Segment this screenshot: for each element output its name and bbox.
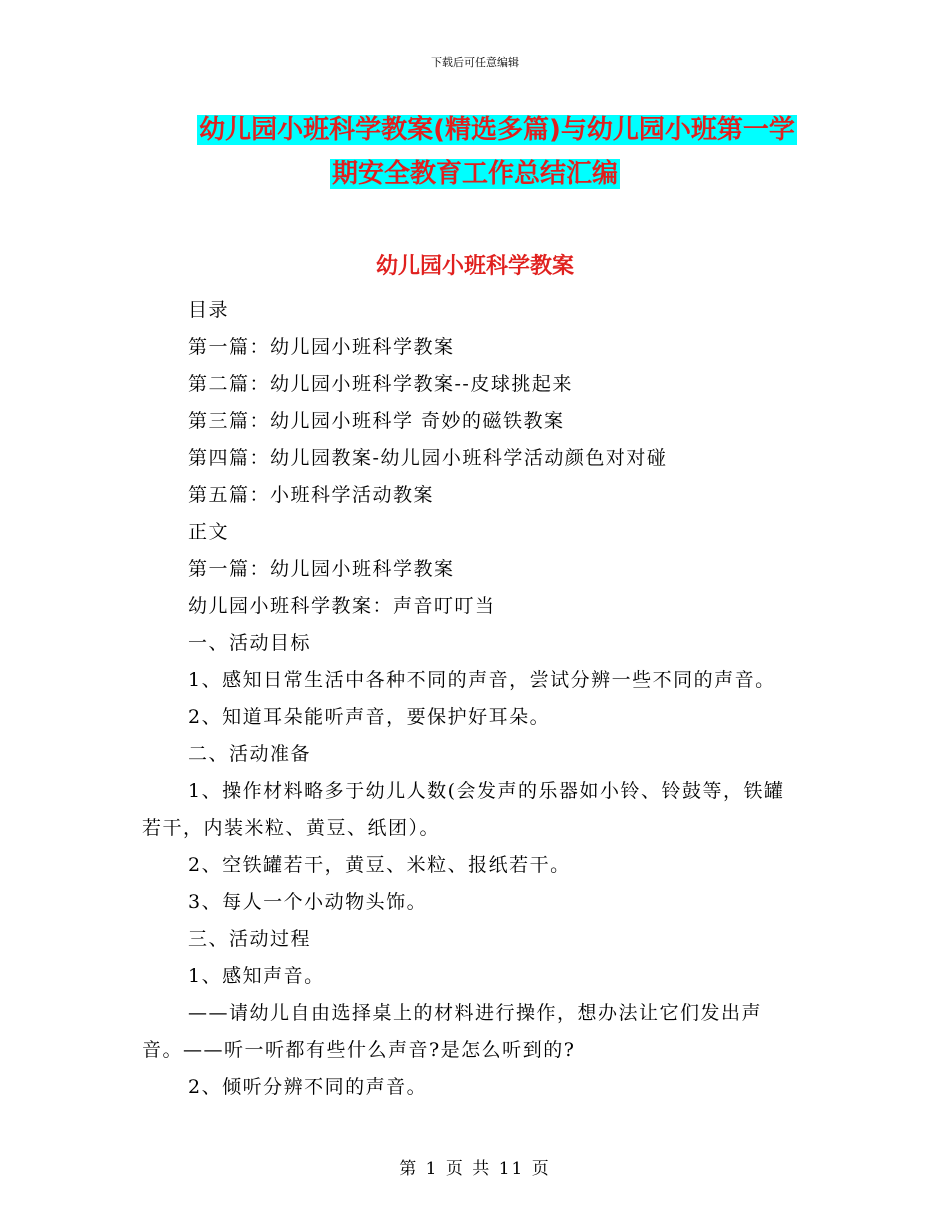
paragraph: 1、感知声音。 — [188, 965, 325, 987]
page-number-footer: 第 1 页 共 11 页 — [399, 1159, 551, 1179]
paragraph: 第五篇：小班科学活动教案 — [188, 484, 435, 506]
body-text — [142, 292, 802, 1106]
paragraph: 1、操作材料略多于幼儿人数(会发声的乐器如小铃、铃鼓等，铁罐若干，内装米粒、黄豆、纸团）。 — [142, 780, 785, 839]
paragraph: 三、活动过程 — [188, 928, 312, 950]
paragraph: 一、活动目标 — [188, 632, 312, 654]
title-highlight-2: 期安全教育工作总结汇编 — [331, 159, 618, 189]
paragraph: 1、感知日常生活中各种不同的声音，尝试分辨一些不同的声音。 — [188, 669, 776, 691]
document-title-line-1 — [0, 113, 950, 147]
paragraph: 第一篇：幼儿园小班科学教案 — [188, 336, 455, 358]
document-title-line-2 — [0, 157, 950, 191]
paragraph: 二、活动准备 — [188, 743, 312, 765]
paragraph: 第一篇：幼儿园小班科学教案 — [188, 558, 455, 580]
paragraph: 幼儿园小班科学教案：声音叮叮当 — [188, 595, 496, 617]
paragraph: 第二篇：幼儿园小班科学教案--皮球挑起来 — [188, 373, 573, 395]
paragraph: 2、空铁罐若干，黄豆、米粒、报纸若干。 — [188, 854, 571, 876]
paragraph: 第三篇：幼儿园小班科学 奇妙的磁铁教案 — [188, 410, 565, 432]
paragraph: 正文 — [188, 521, 230, 543]
header-note: 下载后可任意编辑 — [431, 56, 519, 69]
paragraph: 3、每人一个小动物头饰。 — [188, 891, 428, 913]
paragraph: 第四篇：幼儿园教案-幼儿园小班科学活动颜色对对碰 — [188, 447, 668, 469]
section-title: 幼儿园小班科学教案 — [375, 254, 574, 279]
paragraph: 2、倾听分辨不同的声音。 — [188, 1076, 428, 1098]
title-highlight-1: 幼儿园小班科学教案(精选多篇)与幼儿园小班第一学 — [199, 115, 795, 145]
paragraph: 目录 — [188, 299, 230, 321]
paragraph: ——请幼儿自由选择桌上的材料进行操作，想办法让它们发出声音。——听一听都有些什么声音?是怎么听到的? — [142, 1002, 763, 1061]
paragraph: 2、知道耳朵能听声音，要保护好耳朵。 — [188, 706, 551, 728]
